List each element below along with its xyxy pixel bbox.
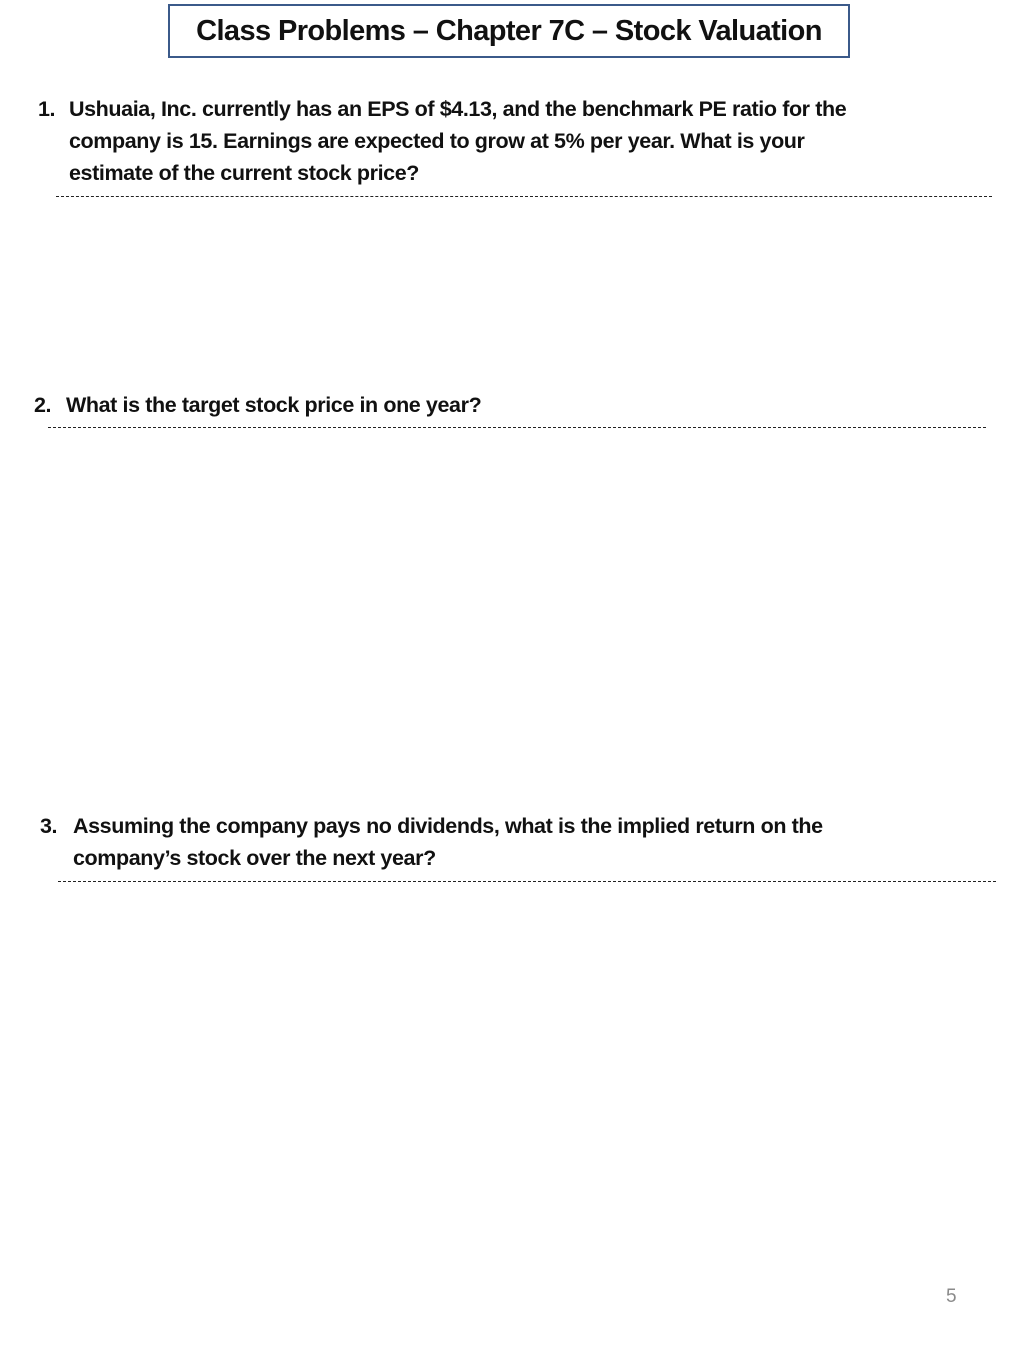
title-box: [168, 4, 850, 58]
question-1-line-3: estimate of the current stock price?: [69, 161, 420, 185]
answer-divider-1: [56, 196, 992, 197]
question-3-number: 3.: [40, 814, 58, 838]
page-title: Class Problems – Chapter 7C – Stock Valuation: [196, 14, 822, 47]
question-1-number: 1.: [38, 97, 56, 121]
question-2-line-1: What is the target stock price in one year?: [66, 393, 482, 417]
question-3: [40, 810, 1000, 874]
question-2-number: 2.: [34, 393, 52, 417]
question-1-line-1: Ushuaia, Inc. currently has an EPS of $4.13, and the benchmark PE ratio for the: [69, 97, 847, 121]
question-3-line-1: Assuming the company pays no dividends, what is the implied return on the: [73, 814, 823, 838]
question-2: [34, 389, 994, 421]
question-3-line-2: company’s stock over the next year?: [73, 846, 436, 870]
answer-divider-3: [58, 881, 996, 882]
page-number: 5: [946, 1286, 957, 1307]
question-1-line-2: company is 15. Earnings are expected to grow at 5% per year. What is your: [69, 129, 805, 153]
answer-divider-2: [48, 427, 986, 428]
question-1: [38, 93, 998, 189]
